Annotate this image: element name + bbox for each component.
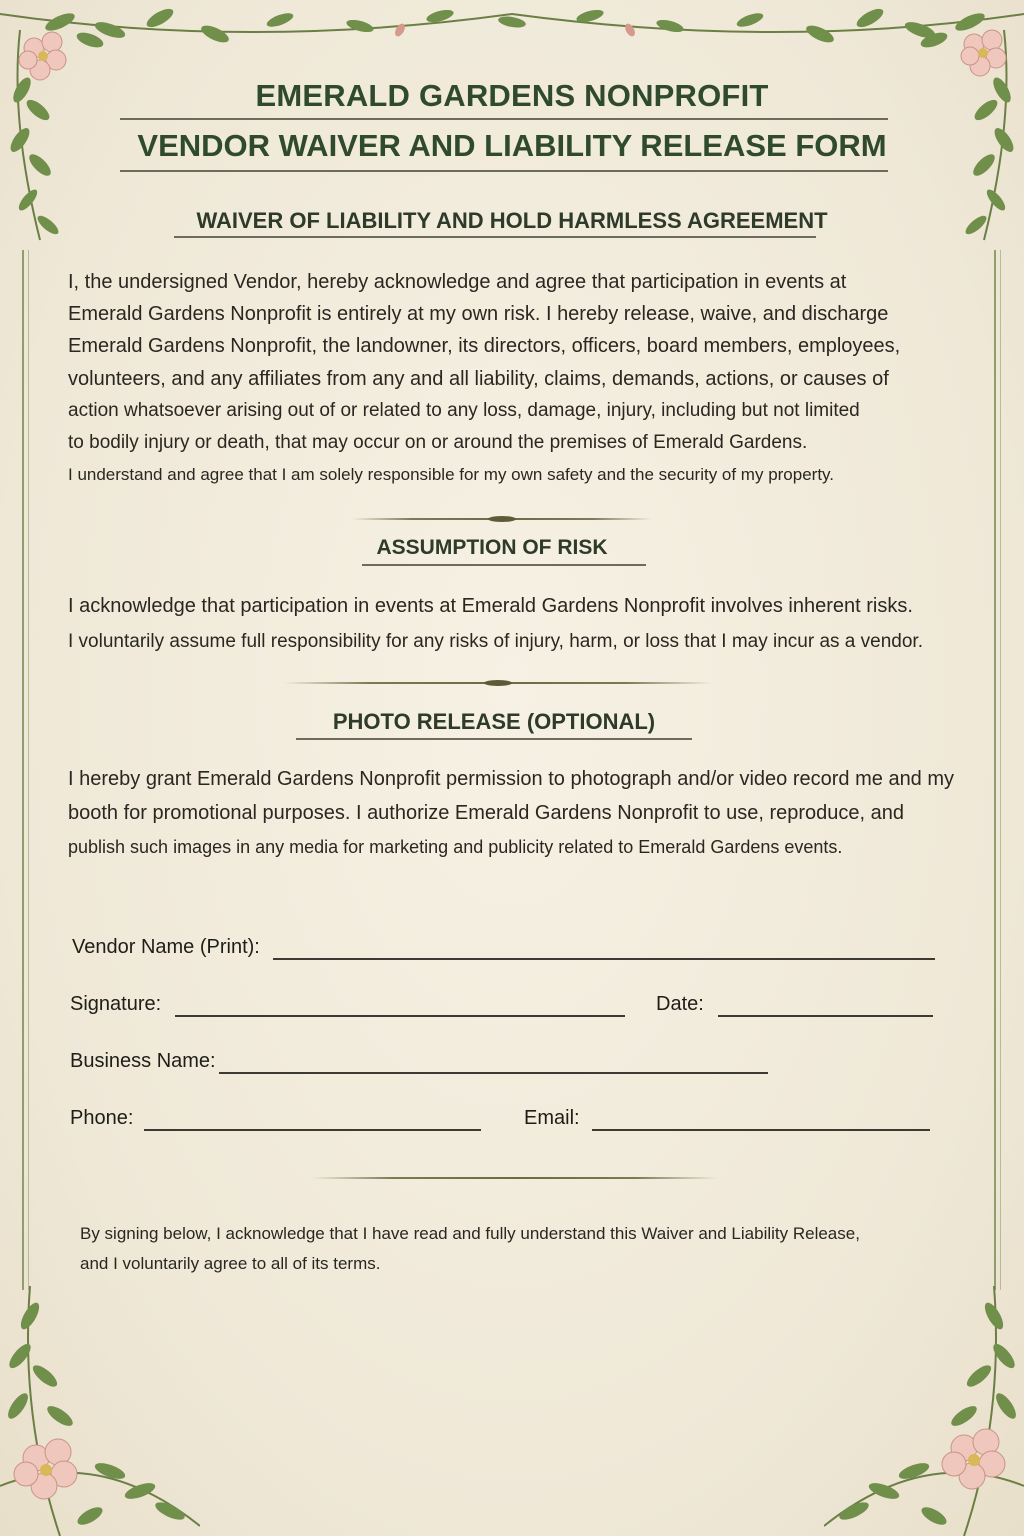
risk-heading: ASSUMPTION OF RISK xyxy=(376,536,608,559)
risk-line: I voluntarily assume full responsibility for any risks of injury, harm, or loss that I may incur as a vendor. xyxy=(68,631,923,652)
business-name-field[interactable] xyxy=(219,1072,768,1074)
section-divider xyxy=(352,518,652,520)
signature-field[interactable] xyxy=(175,1015,625,1017)
frame-left-line-inner xyxy=(28,250,29,1290)
risk-line: I acknowledge that participation in events at Emerald Gardens Nonprofit involves inherent risks. xyxy=(68,595,913,617)
title-divider xyxy=(120,118,888,120)
business-name-label: Business Name: xyxy=(70,1050,216,1072)
waiver-line: I, the undersigned Vendor, hereby acknowledge and agree that participation in events at xyxy=(68,271,847,293)
date-label: Date: xyxy=(656,993,704,1015)
date-field[interactable] xyxy=(718,1015,933,1017)
waiver-line: Emerald Gardens Nonprofit, the landowner, its directors, officers, board members, employees, xyxy=(68,335,901,358)
divider-ornament xyxy=(488,516,516,522)
risk-paragraph xyxy=(68,588,968,660)
frame-right-line-inner xyxy=(1000,250,1001,1290)
section-divider xyxy=(312,1177,717,1179)
frame-left-line xyxy=(22,250,24,1290)
photo-line: I hereby grant Emerald Gardens Nonprofit permission to photograph and/or video record me and my xyxy=(68,768,955,790)
waiver-line: action whatsoever arising out of or related to any loss, damage, injury, including but not limited xyxy=(68,399,860,421)
photo-line: booth for promotional purposes. I authorize Emerald Gardens Nonprofit to use, reproduce, and xyxy=(68,802,905,824)
org-name-title: EMERALD GARDENS NONPROFIT xyxy=(255,78,769,113)
waiver-line: I understand and agree that I am solely responsible for my own safety and the security of my property. xyxy=(68,465,835,485)
waiver-line: Emerald Gardens Nonprofit is entirely at my own risk. I hereby release, waive, and discharge xyxy=(68,303,889,326)
closing-line: By signing below, I acknowledge that I have read and fully understand this Waiver and Liability Release, xyxy=(80,1224,860,1243)
phone-label: Phone: xyxy=(70,1107,134,1129)
divider-ornament xyxy=(484,680,512,686)
closing-line: and I voluntarily agree to all of its terms. xyxy=(80,1254,381,1273)
frame-right-line xyxy=(994,250,996,1290)
email-field[interactable] xyxy=(592,1129,930,1131)
waiver-paragraph xyxy=(68,266,968,491)
waiver-line: to bodily injury or death, that may occur on or around the premises of Emerald Gardens. xyxy=(68,432,808,454)
section-divider xyxy=(284,682,712,684)
closing-statement xyxy=(80,1219,960,1279)
email-label: Email: xyxy=(524,1107,580,1129)
signature-label: Signature: xyxy=(70,993,162,1015)
photo-paragraph xyxy=(68,762,968,864)
phone-field[interactable] xyxy=(144,1129,481,1131)
risk-heading-underline xyxy=(362,564,646,566)
title-underline xyxy=(120,170,888,172)
photo-heading-underline xyxy=(296,738,692,740)
waiver-heading: WAIVER OF LIABILITY AND HOLD HARMLESS AGREEMENT xyxy=(196,208,828,233)
waiver-heading-underline xyxy=(174,236,816,238)
vendor-name-label: Vendor Name (Print): xyxy=(72,936,260,958)
photo-heading: PHOTO RELEASE (OPTIONAL) xyxy=(332,709,656,734)
top-vine-decoration-icon xyxy=(0,0,1024,90)
bottom-left-blossom-icon xyxy=(0,1286,200,1536)
form-title: VENDOR WAIVER AND LIABILITY RELEASE FORM xyxy=(137,128,887,163)
bottom-right-blossom-icon xyxy=(824,1286,1024,1536)
vendor-name-field[interactable] xyxy=(273,958,935,960)
photo-line: publish such images in any media for marketing and publicity related to Emerald Gardens events. xyxy=(68,837,843,857)
waiver-line: volunteers, and any affiliates from any and all liability, claims, demands, actions, or causes of xyxy=(68,367,889,390)
